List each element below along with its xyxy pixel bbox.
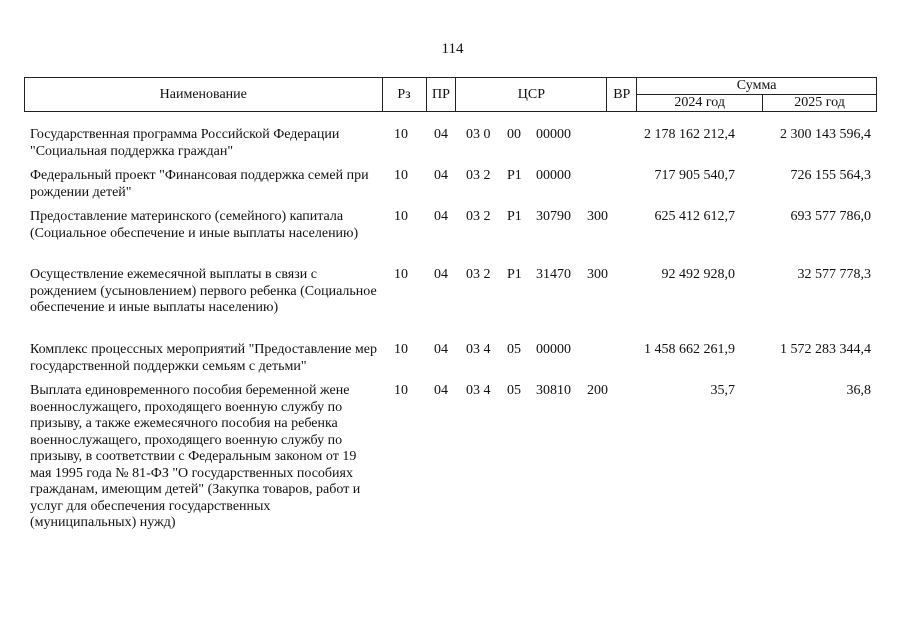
row-name: Выплата единовременного пособия беременной жене военнослужащего, проходящего военную службу по призыву, а также ежемесячного пособия на ребенка военнослужащего, проходящего военную службу по призыву, в соответствии с Федеральным законом от 19 мая 1995 года № 81-ФЗ "О государственных пособиях гражданам, имеющим детей" (Закупка товаров, работ и услуг для обеспечения государственных (муниципальных) нужд)	[30, 383, 361, 530]
row-vr: 300	[587, 209, 608, 224]
row-name: Государственная программа Российской Федерации "Социальная поддержка граждан"	[30, 127, 340, 159]
row-csr-program: 03 0	[466, 127, 491, 142]
header-year-2025: 2025 год	[763, 95, 877, 112]
header-csr: ЦСР	[456, 78, 607, 112]
row-csr-subprogram: Р1	[507, 267, 522, 282]
row-sum-2024: 92 492 928,0	[661, 267, 735, 282]
row-sum-2024: 1 458 662 261,9	[644, 342, 735, 357]
header-name: Наименование	[25, 78, 383, 112]
header-vr: ВР	[607, 78, 637, 112]
row-name: Осуществление ежемесячной выплаты в связи с рождением (усыновлением) первого ребенка (Социальное обеспечение и иные выплаты населению)	[30, 267, 377, 315]
table-header	[24, 77, 877, 112]
table-body	[0, 127, 905, 543]
row-pr: 04	[434, 267, 448, 282]
row-sum-2025: 2 300 143 596,4	[780, 127, 871, 142]
row-pr: 04	[434, 168, 448, 183]
row-sum-2024: 625 412 612,7	[654, 209, 735, 224]
row-sum-2025: 36,8	[846, 383, 871, 398]
row-name: Комплекс процессных мероприятий "Предоставление мер государственной поддержки семьям с детьми"	[30, 342, 378, 374]
row-csr-program: 03 2	[466, 267, 491, 282]
row-pr: 04	[434, 383, 448, 398]
row-sum-2025: 1 572 283 344,4	[780, 342, 871, 357]
row-sum-2025: 726 155 564,3	[790, 168, 871, 183]
row-sum-2024: 2 178 162 212,4	[644, 127, 735, 142]
row-csr-code: 30790	[536, 209, 571, 224]
row-csr-subprogram: 00	[507, 127, 521, 142]
header-year-2024: 2024 год	[637, 95, 763, 112]
row-csr-subprogram: 05	[507, 383, 521, 398]
header-sum: Сумма	[637, 78, 877, 95]
row-sum-2025: 32 577 778,3	[797, 267, 871, 282]
row-pr: 04	[434, 209, 448, 224]
table-row	[0, 127, 905, 168]
row-csr-code: 30810	[536, 383, 571, 398]
row-csr-subprogram: Р1	[507, 168, 522, 183]
row-csr-code: 31470	[536, 267, 571, 282]
row-name: Федеральный проект "Финансовая поддержка семей при рождении детей"	[30, 168, 369, 200]
row-rz: 10	[394, 209, 408, 224]
row-rz: 10	[394, 127, 408, 142]
header-pr: ПР	[426, 78, 456, 112]
row-vr: 300	[587, 267, 608, 282]
row-vr: 200	[587, 383, 608, 398]
row-csr-code: 00000	[536, 168, 571, 183]
row-sum-2024: 35,7	[710, 383, 735, 398]
row-csr-program: 03 2	[466, 168, 491, 183]
row-rz: 10	[394, 383, 408, 398]
row-csr-subprogram: Р1	[507, 209, 522, 224]
row-name: Предоставление материнского (семейного) капитала (Социальное обеспечение и иные выплаты населению)	[30, 209, 359, 241]
table-row	[0, 342, 905, 383]
table-row	[0, 267, 905, 342]
table-row	[0, 209, 905, 267]
row-csr-subprogram: 05	[507, 342, 521, 357]
row-pr: 04	[434, 342, 448, 357]
row-rz: 10	[394, 267, 408, 282]
row-pr: 04	[434, 127, 448, 142]
header-rz: Рз	[382, 78, 426, 112]
row-csr-code: 00000	[536, 342, 571, 357]
row-csr-program: 03 4	[466, 342, 491, 357]
row-csr-program: 03 4	[466, 383, 491, 398]
row-sum-2025: 693 577 786,0	[790, 209, 871, 224]
row-rz: 10	[394, 168, 408, 183]
row-rz: 10	[394, 342, 408, 357]
row-csr-code: 00000	[536, 127, 571, 142]
table-row	[0, 168, 905, 209]
row-sum-2024: 717 905 540,7	[654, 168, 735, 183]
row-csr-program: 03 2	[466, 209, 491, 224]
table-row	[0, 383, 905, 543]
page-number: 114	[441, 41, 464, 57]
